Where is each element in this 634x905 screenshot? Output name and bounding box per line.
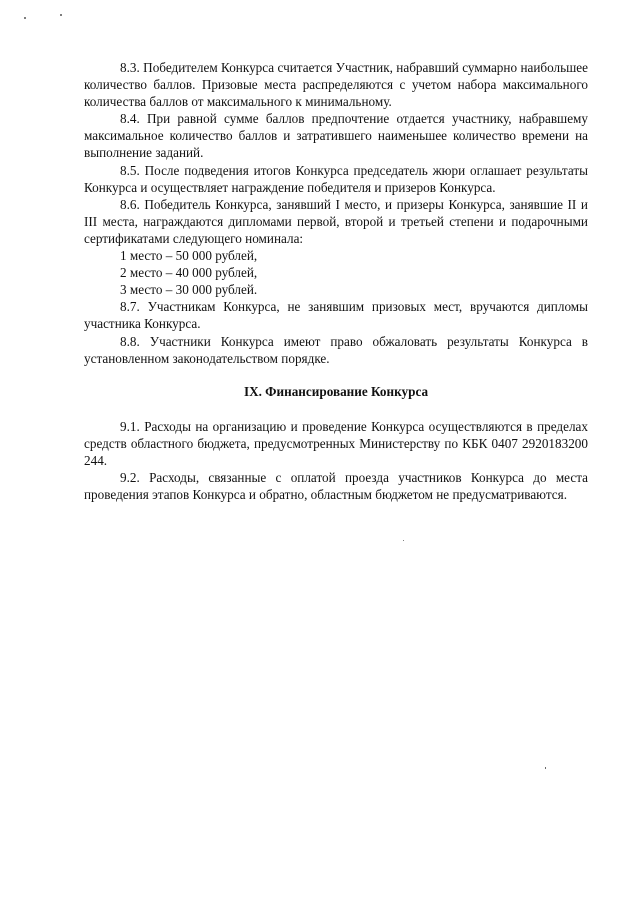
prize-first-place: 1 место – 50 000 рублей, xyxy=(120,248,258,264)
document-body xyxy=(84,59,588,503)
scan-speck xyxy=(545,767,546,769)
scan-speck xyxy=(60,14,62,16)
paragraph-8-4: 8.4. При равной сумме баллов предпочтение отдается участнику, набравшему максимальное количество баллов и затратившего наименьшее количество времени на выполнение заданий. xyxy=(84,111,588,161)
prize-second-place: 2 место – 40 000 рублей, xyxy=(120,265,258,281)
paragraph-9-1: 9.1. Расходы на организацию и проведение Конкурса осуществляются в пределах средств областного бюджета, предусмотренных Министерству по КБК 0407 2920183200 244. xyxy=(84,418,588,468)
scan-speck xyxy=(24,17,26,19)
paragraph-8-7: 8.7. Участникам Конкурса, не занявшим призовых мест, вручаются дипломы участника Конкурса. xyxy=(84,299,588,332)
section-heading-financing: IX. Финансирование Конкурса xyxy=(243,383,429,399)
paragraph-8-3: 8.3. Победителем Конкурса считается Участник, набравший суммарно наибольшее количество баллов. Призовые места распределяются с учетом набора максимального количества баллов от максимального к минимальному. xyxy=(84,60,588,110)
paragraph-8-6: 8.6. Победитель Конкурса, занявший I место, и призеры Конкурса, занявшие II и III места, награждаются дипломами первой, второй и третьей степени и подарочными сертификатами следующего номинала: xyxy=(84,196,588,246)
paragraph-8-8: 8.8. Участники Конкурса имеют право обжаловать результаты Конкурса в установленном законодательством порядке. xyxy=(84,333,588,366)
prize-third-place: 3 место – 30 000 рублей. xyxy=(120,282,258,298)
paragraph-9-2: 9.2. Расходы, связанные с оплатой проезда участников Конкурса до места проведения этапов Конкурса и обратно, областным бюджетом не предусматриваются. xyxy=(84,470,588,503)
scan-speck xyxy=(403,540,404,541)
paragraph-8-5: 8.5. После подведения итогов Конкурса председатель жюри оглашает результаты Конкурса и осуществляет награждение победителя и призеров Конкурса. xyxy=(84,162,588,195)
